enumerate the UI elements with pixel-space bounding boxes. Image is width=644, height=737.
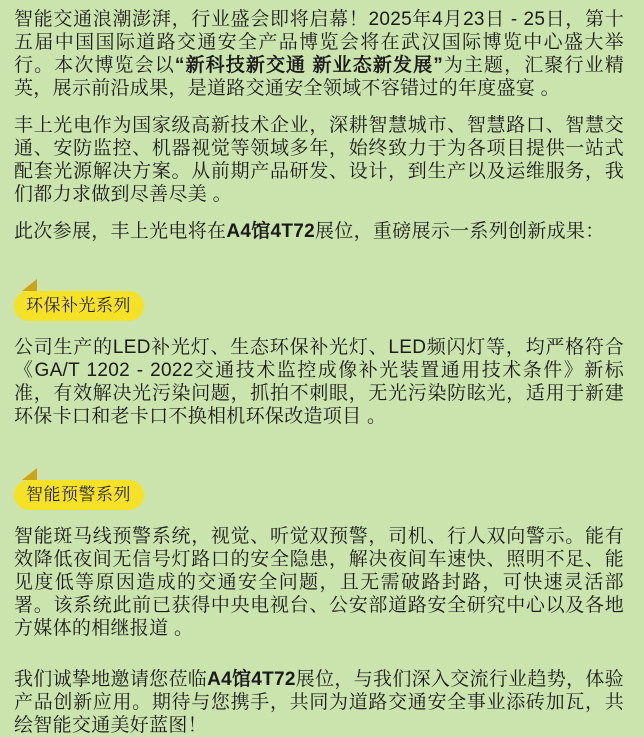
intro-text-pre: 智能交通浪潮澎湃，行业盛会即将启幕！2025年4月23日 - 25日，第十五届中国国际道路交通安全产品博览会将在武汉国际博览中心盛大举行。本次博览会以 bbox=[14, 9, 624, 76]
booth-text-post: 展位，重磅展示一系列创新成果： bbox=[315, 221, 605, 242]
intro-text-post: 为主题，汇聚行业精英，展示前沿成果，是道路交通安全领域不容错过的年度盛宴 。 bbox=[14, 55, 625, 99]
section-header-warning bbox=[14, 468, 624, 510]
intro-paragraph bbox=[14, 8, 624, 100]
closing-text-pre: 我们诚挚地邀请您莅临 bbox=[14, 669, 208, 690]
badge-fold-corner-icon bbox=[22, 468, 37, 480]
warning-series-badge: 智能预警系列 bbox=[14, 480, 144, 510]
booth-text-pre: 此次参展，丰上光电将在 bbox=[14, 221, 227, 242]
booth-announcement-paragraph bbox=[14, 220, 624, 243]
environmental-series-badge: 环保补光系列 bbox=[14, 291, 144, 321]
badge-fold-corner-icon bbox=[22, 279, 37, 291]
closing-booth-number-bold: A4馆4T72 bbox=[207, 669, 296, 690]
booth-number-bold: A4馆4T72 bbox=[226, 221, 316, 242]
closing-paragraph bbox=[14, 668, 624, 737]
closing-text-post: 展位，与我们深入交流行业趋势，体验产品创新应用。期待与您携手，共同为道路交通安全事业添砖加瓦，共绘智能交通美好蓝图！ bbox=[14, 669, 624, 736]
expo-theme-bold: “新科技新交通 新业态新发展” bbox=[174, 55, 444, 76]
company-paragraph: 丰上光电作为国家级高新技术企业，深耕智慧城市、智慧路口、智慧交通、安防监控、机器视觉等领域多年，始终致力于为各项目提供一站式配套光源解决方案。从前期产品研发、设计，到生产以及运维服务，我们都力求做到尽善尽美 。 bbox=[14, 115, 624, 205]
environmental-series-paragraph: 公司生产的LED补光灯、生态环保补光灯、LED频闪灯等，均严格符合《GA/T 1202 - 2022交通技术监控成像补光装置通用技术条件》新标准，有效解决光污染问题，抓拍不刺眼，无光污染防眩光，适用于新建环保卡口和老卡口不换相机环保改造项目 。 bbox=[14, 337, 624, 427]
warning-series-paragraph: 智能斑马线预警系统，视觉、听觉双预警，司机、行人双向警示。能有效降低夜间无信号灯路口的安全隐患，解决夜间车速快、照明不足、能见度低等原因造成的交通安全问题，且无需破路封路，可快速灵活部署。该系统此前已获得中央电视台、公安部道路安全研究中心以及各地方媒体的相继报道 。 bbox=[14, 526, 624, 639]
section-header-environmental bbox=[14, 279, 624, 321]
